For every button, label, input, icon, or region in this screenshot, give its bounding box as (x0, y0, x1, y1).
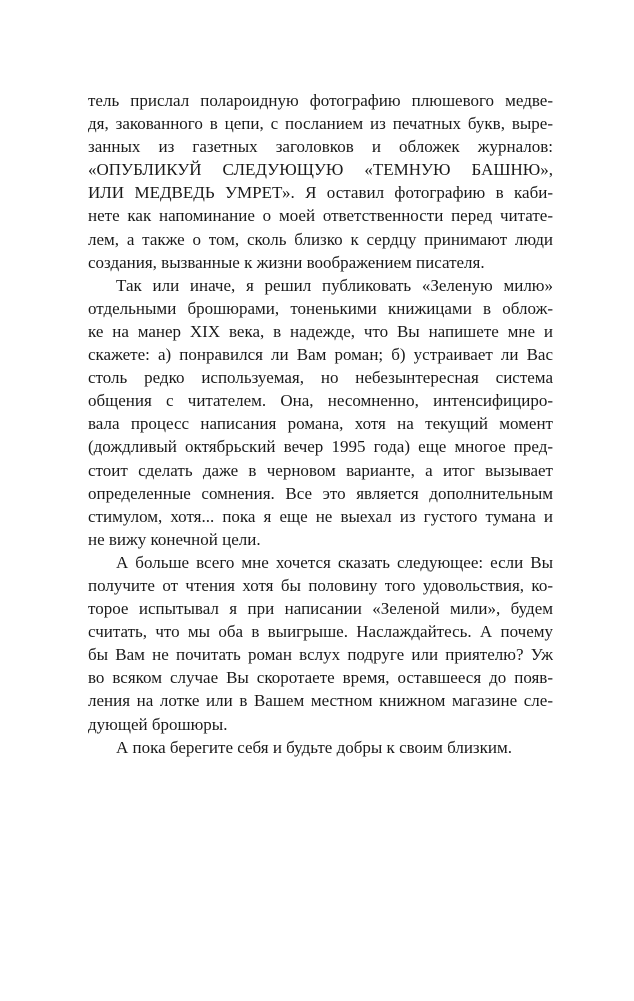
paragraph (88, 89, 553, 274)
paragraph (88, 274, 553, 551)
text-line: ления на лотке или в Вашем местном книжном магазине сле- (88, 691, 553, 711)
body-text (88, 89, 553, 759)
text-line: общения с читателем. Она, несомненно, интенсифициро- (88, 391, 553, 411)
text-line: создания, вызванные к жизни воображением писателя. (88, 252, 485, 272)
text-line: ке на манер XIX века, в надежде, что Вы напишете мне и (88, 321, 553, 341)
text-line: стимулом, хотя... пока я еще не выехал из густого тумана и (88, 506, 553, 526)
text-line: стоит сделать даже в черновом варианте, а итог вызывает (88, 460, 553, 480)
text-line: определенные сомнения. Все это является дополнительным (88, 483, 553, 503)
text-line: скажете: а) понравился ли Вам роман; б) устраивает ли Вас (88, 345, 553, 365)
text-line: тель прислал полароидную фотографию плюшевого медве- (88, 91, 553, 110)
text-line: А пока берегите себя и будьте добры к своим близким. (116, 737, 513, 757)
text-line: дя, закованного в цепи, с посланием из печатных букв, выре- (88, 114, 553, 134)
text-line: лем, а также о том, сколь близко к сердцу принимают люди (88, 229, 553, 249)
paragraph (88, 551, 553, 736)
text-line: А больше всего мне хочется сказать следующее: если Вы (116, 552, 553, 572)
text-line: ИЛИ МЕДВЕДЬ УМРЕТ». Я оставил фотографию в каби- (88, 183, 553, 203)
text-line: отдельными брошюрами, тоненькими книжицами в облож- (88, 298, 553, 318)
text-line: во всяком случае Вы скоротаете время, оставшееся до появ- (88, 668, 553, 688)
text-line: «ОПУБЛИКУЙ СЛЕДУЮЩУЮ «ТЕМНУЮ БАШНЮ», (88, 160, 553, 180)
text-line: нете как напоминание о моей ответственности перед читате- (88, 206, 553, 226)
paragraph (88, 736, 553, 759)
text-line: считать, что мы оба в выигрыше. Наслаждайтесь. А почему (88, 622, 553, 642)
text-line: торое испытывал я при написании «Зеленой мили», будем (88, 599, 553, 619)
text-line: дующей брошюры. (88, 714, 228, 734)
text-line: Так или иначе, я решил публиковать «Зеленую милю» (116, 275, 553, 295)
text-line: вала процесс написания романа, хотя на текущий момент (88, 414, 553, 434)
text-line: столь редко используемая, но небезынтересная система (88, 368, 553, 388)
text-line: получите от чтения хотя бы половину того удовольствия, ко- (88, 575, 553, 595)
text-line: занных из газетных заголовков и обложек журналов: (88, 137, 553, 157)
text-line: (дождливый октябрьский вечер 1995 года) еще многое пред- (88, 437, 553, 457)
text-line: не вижу конечной цели. (88, 529, 261, 549)
text-line: бы Вам не почитать роман вслух подруге или приятелю? Уж (88, 645, 553, 665)
